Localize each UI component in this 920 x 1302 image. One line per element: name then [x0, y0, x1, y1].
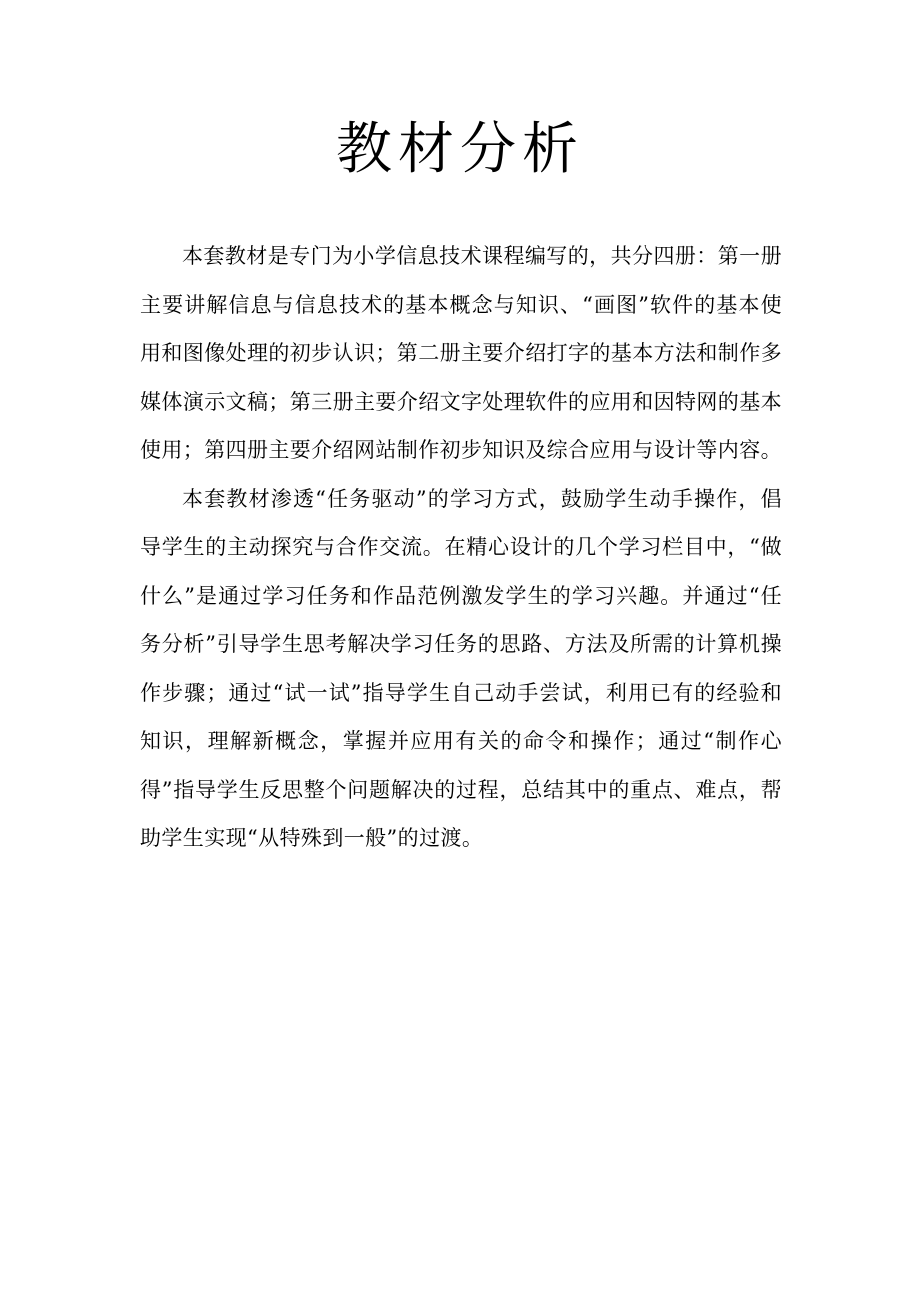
paragraph-textbook-overview: 本套教材是专门为小学信息技术课程编写的，共分四册：第一册主要讲解信息与信息技术的基本概念与知识、“画图”软件的基本使用和图像处理的初步认识；第二册主要介绍打字的基本方法和制作多媒体演示文稿；第三册主要介绍文字处理软件的应用和因特网的基本使用；第四册主要介绍网站制作初步知识及综合应用与设计等内容。	[140, 244, 782, 462]
document-body	[140, 232, 782, 863]
paragraph-learning-approach: 本套教材渗透“任务驱动”的学习方式，鼓励学生动手操作，倡导学生的主动探究与合作交流。在精心设计的几个学习栏目中，“做什么”是通过学习任务和作品范例激发学生的学习兴趣。并通过“任务分析”引导学生思考解决学习任务的思路、方法及所需的计算机操作步骤；通过“试一试”指导学生自己动手尝试，利用已有的经验和知识，理解新概念，掌握并应用有关的命令和操作；通过“制作心得”指导学生反思整个问题解决的过程，总结其中的重点、难点，帮助学生实现“从特殊到一般”的过渡。	[140, 486, 782, 850]
document-title: 教材分析	[336, 117, 584, 182]
